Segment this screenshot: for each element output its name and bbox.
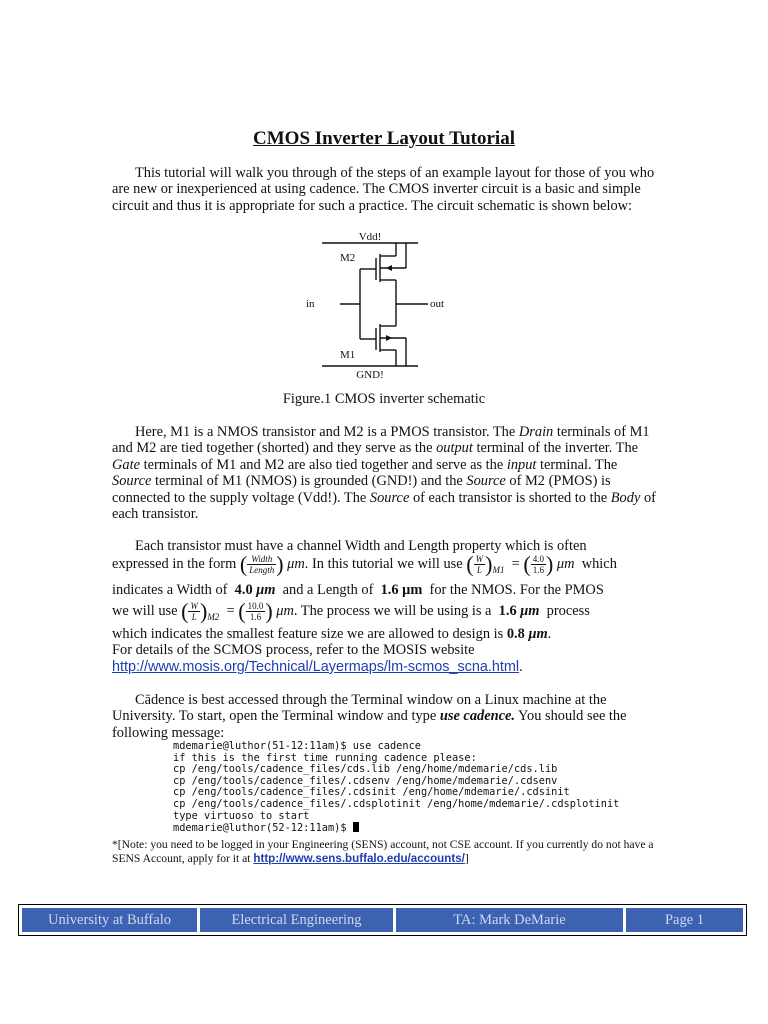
channel-size-line-3 [112, 582, 604, 599]
text-run: Cādence is best accessed through the Terminal window on a Linux machine at the University. To start, open the Terminal window and type [112, 692, 607, 725]
gate-term: Gate [112, 456, 140, 473]
text-run: for the NMOS. For the PMOS [429, 582, 604, 598]
w-over-l-fraction [188, 601, 200, 622]
channel-size-line-2: expressed in the form ( $\frac{\text{Width}}{\text{Length}}$ ) μm. In this tutorial we will use ( $\frac{W}{L}$ )$_{M1}$ = ( $\frac{4.0}{1.6}$ ) μm which [112, 551, 617, 577]
figure-caption: Figure.1 CMOS inverter schematic [282, 391, 486, 407]
pmos-ratio-fraction [246, 601, 266, 622]
fraction-denominator: L [476, 565, 482, 575]
fraction-numerator: 10.0 [247, 601, 264, 611]
width-value: 4.0 [234, 582, 253, 598]
terminal-line: type virtuoso to start [173, 809, 310, 822]
text-run: For details of the SCMOS process, refer to the MOSIS website [112, 642, 475, 658]
pmos-transistor-m2 [360, 243, 406, 304]
text-run: terminals of M1 and M2 are also tied together and serve as the [139, 456, 507, 473]
process-value: 1.6 [498, 602, 517, 619]
text-run: . The process we will be using is a [293, 602, 492, 619]
channel-size-line-1 [112, 538, 657, 554]
source-term: Source [369, 489, 410, 506]
text-run: which indicates the smallest feature size we are allowed to design is [112, 626, 504, 642]
text-run: which [581, 555, 617, 572]
fraction-numerator: 4.0 [532, 554, 544, 564]
transistor-description-paragraph [112, 424, 657, 522]
m1-subscript: M1 [492, 564, 505, 575]
sens-accounts-link[interactable]: http://www.sens.buffalo.edu/accounts/ [253, 852, 465, 865]
text-run: terminals of M1 and M2 are tied together (shorted) and they serve as the [112, 424, 650, 457]
terminal-line: cp /eng/tools/cadence_files/cds.lib /eng/home/mdemarie/cds.lib [173, 763, 558, 776]
channel-size-line-6 [112, 642, 475, 659]
text-run: of each transistor. [112, 489, 656, 523]
mosis-link[interactable]: http://www.mosis.org/Technical/Layermaps/lm-scmos_scna.html [112, 659, 520, 675]
channel-size-line-4: we will use ( $\frac{W}{L}$ )$_{M2}$ = ( $\frac{10.0}{1.6}$ ) μm. The process we will be using is a 1.6 μm process [112, 598, 590, 624]
unit: μm [520, 602, 540, 619]
vdd-label: Vdd! [358, 231, 382, 243]
input-label: in [306, 298, 315, 310]
terminal-prompt-line [173, 822, 619, 835]
text-run: terminal of the inverter. The [472, 440, 639, 457]
fraction-numerator: W [190, 601, 198, 611]
channel-size-text: Each transistor must have a channel Width and Length property which is often [135, 538, 587, 554]
page-title: CMOS Inverter Layout Tutorial [253, 128, 515, 149]
text-run: Here, M1 is a NMOS transistor and M2 is a PMOS transistor. The [135, 424, 519, 440]
drain-term: Drain [518, 424, 554, 440]
use-cadence-command: use cadence. [439, 708, 515, 725]
nmos-ratio-fraction [531, 554, 546, 575]
footer-page-number: Page 1 [626, 908, 743, 932]
text-run: . In this tutorial we will use [304, 555, 463, 572]
text-run: terminal. The [536, 456, 618, 473]
output-term: output [436, 440, 473, 457]
text-run: terminal of M1 (NMOS) is grounded (GND!) and the [151, 473, 467, 490]
text-run: indicates a Width of [112, 582, 228, 598]
fraction-numerator: Width [247, 554, 276, 565]
unit: μm [556, 555, 575, 572]
input-term: input [506, 456, 537, 473]
text-run: of each transistor is shorted to the [409, 489, 611, 506]
body-term: Body [610, 489, 641, 506]
fraction-denominator: 1.6 [249, 612, 262, 622]
text-run: . [519, 659, 523, 675]
text-run: process [546, 602, 590, 619]
fraction-denominator: L [191, 612, 197, 622]
fraction-numerator: W [475, 554, 484, 564]
feature-size-value: 0.8 [506, 626, 525, 642]
terminal-prompt: mdemarie@luthor(52-12:11am)$ [173, 822, 353, 835]
note-end: ] [464, 852, 469, 865]
m2-label: M2 [340, 252, 356, 264]
unit: μm [528, 626, 548, 642]
nmos-transistor-m1 [360, 304, 406, 366]
text-run: we will use [112, 602, 178, 619]
cadence-access-text [112, 692, 657, 741]
source-term: Source [112, 473, 152, 490]
intro-paragraph [112, 165, 657, 214]
text-run: and a Length of [282, 582, 374, 598]
terminal-cursor [353, 822, 359, 832]
unit: μm [256, 582, 276, 598]
fraction-denominator: 1.6 [532, 565, 544, 575]
length-value: 1.6 μm [380, 582, 423, 598]
terminal-line: mdemarie@luthor(51-12:11am)$ use cadence [173, 740, 421, 752]
terminal-output [173, 741, 619, 835]
width-length-fraction [247, 554, 276, 575]
terminal-line: cp /eng/tools/cadence_files/.cdsplotinit /eng/home/mdemarie/.cdsplotinit [173, 797, 620, 810]
text-run: expressed in the form [112, 555, 237, 572]
terminal-line: if this is the first time running cadence please: [173, 751, 477, 764]
cadence-access-paragraph [112, 692, 657, 741]
terminal-line: cp /eng/tools/cadence_files/.cdsinit /eng/home/mdemarie/.cdsinit [173, 786, 570, 799]
text-run: of M2 (PMOS) is connected to the supply voltage (Vdd!). The [112, 473, 611, 506]
intro-text: This tutorial will walk you through of the steps of an example layout for those of you who are new or inexperienced at using cadence. The CMOS inverter circuit is a basic and simple circuit and thus it is appropriate for such a practice. The circuit schematic is shown below: [112, 165, 655, 214]
channel-size-line-5: which indicates the smallest feature size we are allowed to design is 0.8 μm. [112, 626, 552, 642]
note-text: *[Note: you need to be logged in your Engineering (SENS) account, not CSE account. If you currently do not have a SENS Account, apply for it at [112, 838, 654, 865]
m1-label: M1 [340, 349, 356, 361]
sens-account-note [112, 838, 672, 866]
page-footer [18, 904, 747, 936]
footer-university: University at Buffalo [22, 908, 197, 932]
m2-subscript: M2 [207, 611, 220, 622]
footer-ta: TA: Mark DeMarie [396, 908, 623, 932]
text-run: You should see the following message: [112, 708, 627, 741]
cmos-inverter-schematic [300, 230, 460, 382]
channel-size-line-7 [112, 659, 523, 676]
source-term: Source [466, 473, 506, 490]
w-over-l-fraction [474, 554, 486, 575]
unit: μm [287, 555, 305, 572]
transistor-description-text [112, 424, 657, 522]
output-label: out [430, 298, 445, 310]
unit: μm [276, 602, 294, 619]
fraction-denominator: Length [249, 565, 275, 575]
terminal-line: cp /eng/tools/cadence_files/.cdsenv /eng/home/mdemarie/.cdsenv [173, 774, 558, 787]
footer-department: Electrical Engineering [200, 908, 393, 932]
gnd-label: GND! [356, 369, 384, 381]
